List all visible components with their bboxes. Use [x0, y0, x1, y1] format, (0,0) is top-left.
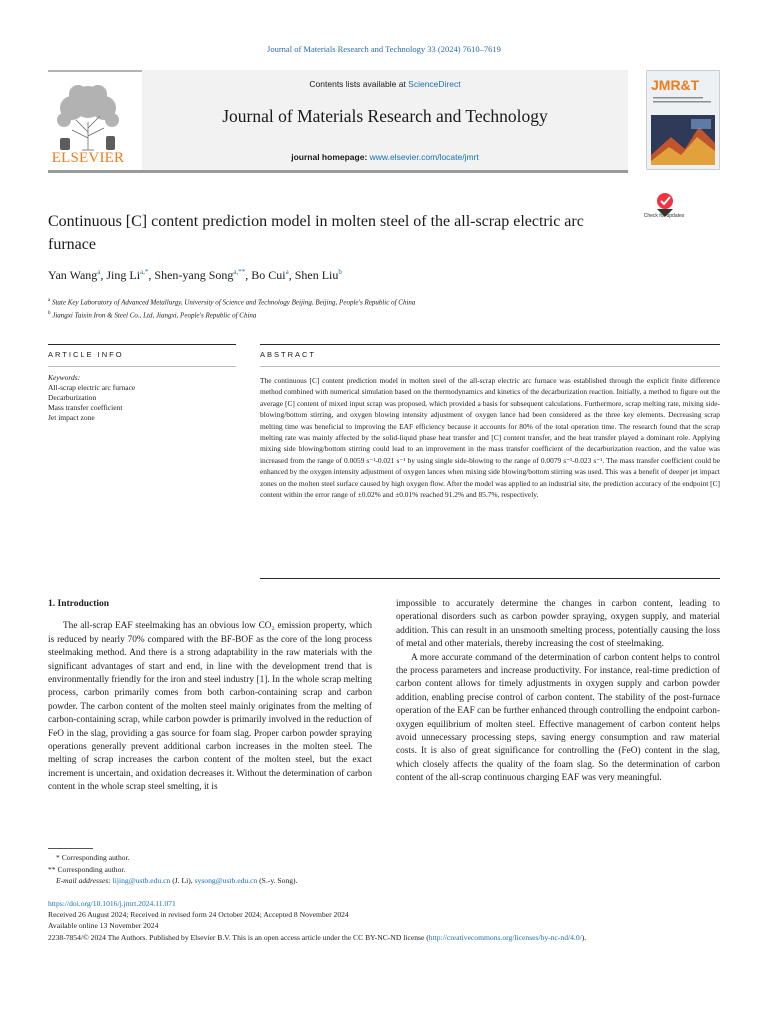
- available-online-date: Available online 13 November 2024: [48, 921, 159, 931]
- license-suffix: ).: [581, 932, 587, 942]
- cover-logo: JMR&T: [651, 77, 700, 93]
- journal-cover-thumbnail[interactable]: [646, 70, 720, 170]
- journal-homepage-line: [142, 152, 628, 162]
- email-owner: (S.-y. Song).: [257, 876, 298, 885]
- author-affil-mark[interactable]: b: [338, 268, 342, 276]
- journal-masthead: [48, 70, 720, 170]
- check-for-updates-icon[interactable]: [645, 191, 685, 231]
- affiliation-item: [48, 308, 688, 321]
- article-info-top-rule: [48, 344, 236, 345]
- author-name[interactable]: Bo Cui: [251, 268, 286, 282]
- cover-subtitle-lines-icon: [653, 97, 715, 105]
- author-affil-mark[interactable]: a: [97, 268, 101, 276]
- body-column-left: [48, 598, 372, 795]
- journal-homepage-link[interactable]: www.elsevier.com/locate/jmrt: [369, 152, 479, 162]
- article-info-sub-rule: [48, 366, 236, 367]
- author-name[interactable]: Shen Liu: [294, 268, 339, 282]
- cover-image-icon: [651, 115, 715, 165]
- abstract-sub-rule: [260, 366, 720, 367]
- article-title[interactable]: Continuous [C] content prediction model in molten steel of the all-scrap electric arc furnace: [48, 213, 584, 253]
- author-affil-mark[interactable]: a: [285, 268, 289, 276]
- corresponding-author-note: * Corresponding author.: [56, 853, 130, 862]
- sciencedirect-link[interactable]: ScienceDirect: [408, 79, 461, 89]
- keyword-item[interactable]: Mass transfer coefficient: [48, 403, 123, 412]
- affiliation-text: State Key Laboratory of Advanced Metallurgy, University of Science and Technology Beijing, Beijing, People's Republic of China: [51, 298, 416, 307]
- article-meta: [48, 898, 720, 943]
- author-separator: ,: [148, 268, 155, 282]
- license-link[interactable]: http://creativecommons.org/licenses/by-nc-nd/4.0/: [428, 932, 582, 942]
- affiliation-text: Jiangxi Taixin Iron & Steel Co., Ltd, Jiangxi, People's Republic of China: [52, 311, 257, 320]
- journal-title[interactable]: Journal of Materials Research and Technology: [222, 106, 548, 126]
- keyword-item[interactable]: All-scrap electric arc furnace: [48, 383, 136, 392]
- body-column-right: [396, 598, 720, 786]
- corresponding-author-note: ** Corresponding author.: [48, 864, 126, 874]
- abstract-text: The continuous [C] content prediction model in molten steel of the all-scrap electric arc furnace was established through the explicit finite difference method combined with numerical simulation based on the thermodynamics and kinetics of the decarburization reaction. Initially, a method to figure out the average [C] content of mixed input scrap was proposed, which provided a basis for subsequent calculations. Furthermore, scrap melting rate, mixing side-blowing/bottom stirring, and oxygen blowing intensity adjustment of oxygen lance had been considered as the three key elements. Decreasing scrap melting time was beneficial to improving the EAF efficiency because it accounts for 80% of the total operation time. The research found that the scrap melting rate was mainly affected by the solid-liquid phase heat transfer and [C] content transfer, and the heat transfer played a dominant role. Applying mixing side blowing/bottom stirring could lead to an improvement in the mass transfer coefficient of the decarburization reaction, and the value was increased from the range of 0.0059 s⁻¹-0.021 s⁻¹ by using single side-blowing to the range of 0.0079 s⁻¹-0.023 s⁻¹. The mass transfer coefficient could be enhanced by the oxygen intensity adjustment of oxygen lances when mixing side blowing/bottom stirring was used. This was a benefit of deeper jet impact zones on the molten steel surface caused by high oxygen flow. After the model was applied to an industrial site, the prediction accuracy of the endpoint [C] content within the error range of ±0.02% and ±0.01% reached 91.2% and 85.7%, respectively.: [260, 376, 720, 500]
- footnote-rule: [48, 848, 93, 849]
- masthead-bottom-rule: [48, 170, 628, 173]
- received-dates: Received 26 August 2024; Received in revised form 24 October 2024; Accepted 8 November 2024: [48, 910, 349, 920]
- check-for-updates-label[interactable]: Check for updates: [643, 213, 685, 219]
- author-separator: ,: [288, 268, 295, 282]
- author-list: [48, 268, 688, 283]
- introduction-heading: 1. Introduction: [48, 599, 110, 609]
- elsevier-wordmark[interactable]: ELSEVIER: [51, 150, 125, 166]
- author-name[interactable]: Yan Wang: [48, 268, 98, 282]
- author-separator: ,: [245, 268, 252, 282]
- email-label: E-mail addresses:: [56, 876, 113, 885]
- abstract-top-rule: [260, 344, 720, 345]
- email-link[interactable]: sysong@ustb.edu.cn: [194, 876, 258, 885]
- contents-available-line: [142, 79, 628, 89]
- keyword-item[interactable]: Jet impact zone: [48, 413, 95, 422]
- license-prefix: 2238-7854/© 2024 The Authors. Published by Elsevier B.V. This is an open access article under the CC BY-NC-ND license (: [48, 932, 429, 942]
- intro-paragraph-1-continued: impossible to accurately determine the changes in carbon content, leading to operational disorders such as carbon powder spraying, oxygen supply, and material addition. This can result in an unsmooth smelting process, potentially causing the loss of metal and other materials, thereby increasing the cost of steelmaking.: [396, 599, 720, 650]
- email-addresses-line: [48, 875, 720, 887]
- masthead-center-panel: [142, 70, 628, 170]
- intro-paragraph-1: The all-scrap EAF steelmaking has an obvious low CO₂ emission property, which is reduced by nearly 70% compared with the BF-BOF as the core of the long process steelmaking method. And there is a strong adaptability in the raw materials with the significant advantages of start and end, in line with the development trend that is environmentally friendly for the iron and steel industry [1]. In the whole scrap melting process, carbon primarily comes from both carbon-containing scrap and carbon powder. The carbon content of the molten steel mainly originates from the melting of carbon-containing scrap, while carbon powder is primarily involved in the reduction of FeO in the slag, providing a gas source for foam slag. Proper carbon powder spraying operations generally prevent additional carbon increases in the molten steel. The melting of scrap increases the carbon content of the molten steel, but the exact increment is uncertain, and oxidation decreases it. Without the determination of carbon content in the whole scrap steel smelting, it is: [48, 621, 372, 793]
- affiliation-mark: a: [48, 298, 51, 303]
- email-owner: (J. Li),: [170, 876, 195, 885]
- author-affil-mark[interactable]: a,*: [140, 268, 149, 276]
- affiliation-item: [48, 295, 688, 308]
- license-statement: [48, 932, 720, 943]
- homepage-label: journal homepage:: [291, 152, 370, 162]
- journal-citation[interactable]: Journal of Materials Research and Technology 33 (2024) 7610–7619: [267, 44, 501, 54]
- footnotes-block: [48, 852, 720, 887]
- contents-prefix: Contents lists available at: [309, 79, 409, 89]
- email-link[interactable]: lijing@ustb.edu.cn: [112, 876, 171, 885]
- author-affil-mark[interactable]: a,**: [233, 268, 246, 276]
- author-name[interactable]: Shen-yang Song: [154, 268, 234, 282]
- affiliation-list: [48, 295, 688, 322]
- affiliation-mark: b: [48, 311, 51, 317]
- author-separator: ,: [100, 268, 107, 282]
- keyword-item[interactable]: Decarburization: [48, 393, 97, 402]
- article-info-heading: ARTICLE INFO: [48, 350, 124, 359]
- abstract-bottom-rule: [260, 578, 720, 579]
- author-name[interactable]: Jing Li: [106, 268, 141, 282]
- abstract-heading: ABSTRACT: [260, 350, 317, 359]
- keywords-block: [48, 373, 236, 423]
- intro-paragraph-2: A more accurate command of the determination of carbon content helps to control the process parameters and increase productivity. For instance, real-time prediction of carbon content allows for timely adjustments in oxygen supply and carbon powder addition, enabling precise control of carbon content. The stability of the post-furnace operation of the EAF can be further enhanced through controlling the endpoint carbon-oxygen equilibrium of molten steel. Effective management of carbon content helps avoid unnecessary processing steps, saving energy consumption and raw material costs. It is also of great significance for controlling the (FeO) content in the slag, which closely affects the quality of the foam slag. So the determination of carbon content of the all-scrap continuous charging EAF was very meaningful.: [396, 652, 720, 784]
- keywords-label: Keywords:: [48, 373, 81, 382]
- doi-link[interactable]: https://doi.org/10.1016/j.jmrt.2024.11.071: [48, 899, 176, 908]
